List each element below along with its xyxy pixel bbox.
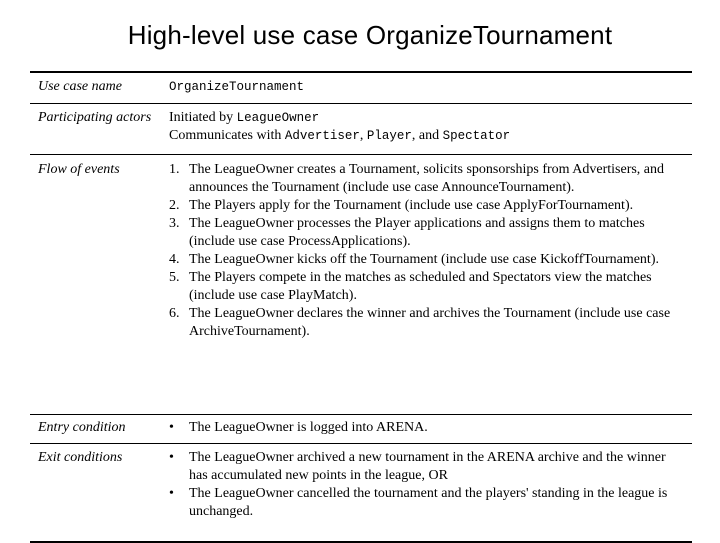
label-use-case-name: Use case name	[38, 79, 122, 94]
flow-step: 5. The Players compete in the matches as scheduled and Spectators view the matches (include use case PlayMatch).	[169, 270, 652, 303]
exit-conditions-list	[169, 449, 686, 521]
row-flow-of-events	[30, 155, 692, 415]
flow-step: 1. The LeagueOwner creates a Tournament, solicits sponsorships from Advertisers, and announces the Tournament (include use case AnnounceTournament).	[169, 162, 665, 195]
flow-step: 2. The Players apply for the Tournament (include use case ApplyForTournament).	[169, 198, 634, 213]
actor-advertiser: Advertiser	[284, 129, 360, 143]
label-participating-actors: Participating actors	[38, 110, 152, 125]
exit-condition-item: • The LeagueOwner archived a new tournament in the ARENA archive and the winner has accumulated new points in the league, OR	[169, 450, 666, 483]
flow-steps-list	[169, 161, 686, 341]
label-flow-of-events: Flow of events	[38, 162, 120, 177]
entry-condition-item: • The LeagueOwner is logged into ARENA.	[169, 420, 428, 435]
page-title: High-level use case OrganizeTournament	[127, 20, 613, 50]
actors-communicates-line: Communicates with Advertiser, Player, and Spectator	[169, 128, 511, 143]
exit-condition-item: • The LeagueOwner cancelled the tournament and the players' standing in the league is unchanged.	[169, 486, 668, 519]
label-entry-condition: Entry condition	[38, 420, 126, 435]
row-exit-conditions	[30, 444, 692, 541]
entry-conditions-list	[169, 419, 686, 437]
actors-initiated-line: Initiated by LeagueOwner	[169, 110, 320, 125]
actor-player: Player	[366, 129, 412, 143]
label-exit-conditions: Exit conditions	[38, 450, 123, 465]
actor-leagueowner: LeagueOwner	[236, 111, 320, 125]
use-case-table	[30, 71, 692, 543]
row-entry-condition	[30, 415, 692, 444]
row-use-case-name	[30, 73, 692, 104]
flow-step: 3. The LeagueOwner processes the Player applications and assigns them to matches (include use case ProcessApplications).	[169, 216, 645, 249]
actor-spectator: Spectator	[442, 129, 511, 143]
row-participating-actors	[30, 104, 692, 155]
use-case-name-value: OrganizeTournament	[169, 80, 305, 94]
flow-step: 4. The LeagueOwner kicks off the Tournament (include use case KickoffTournament).	[169, 252, 659, 267]
flow-step: 6. The LeagueOwner declares the winner and archives the Tournament (include use case ArchiveTournament).	[169, 306, 671, 339]
